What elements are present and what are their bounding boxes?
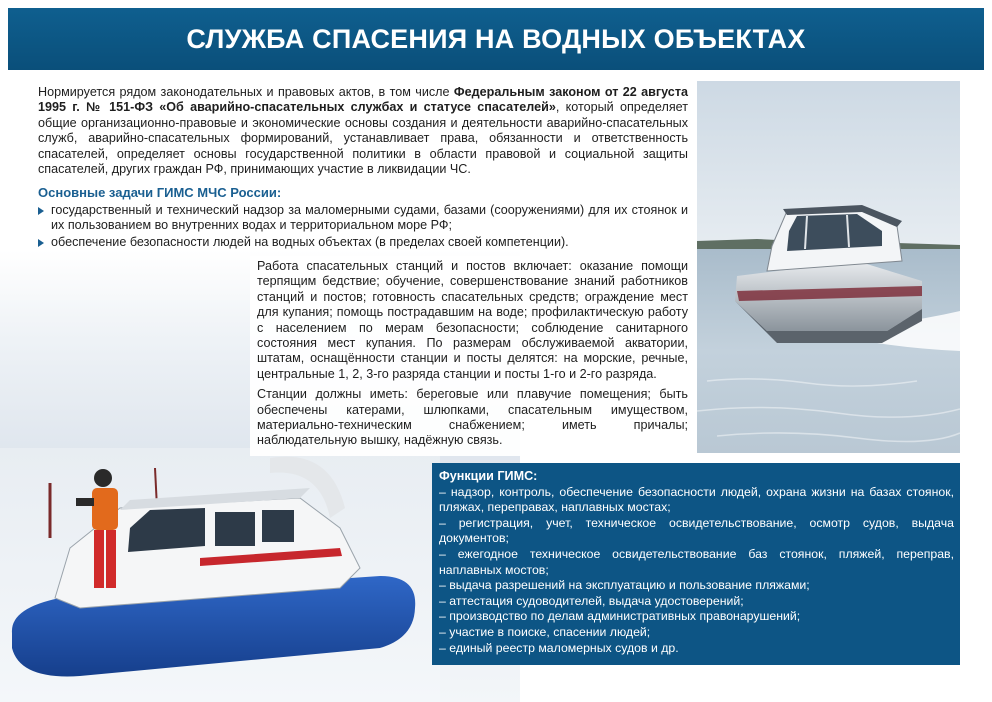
intro-paragraph bbox=[38, 85, 688, 177]
list-item: – регистрация, учет, техническое освидетельствование, осмотр судов, выдача документов; bbox=[439, 515, 954, 546]
intro-law: Федеральным законом от 22 августа 1995 г. № 151-ФЗ «Об аварийно-спасательных службах и статусе спасателей» bbox=[38, 85, 688, 115]
motorboat-image bbox=[697, 81, 960, 453]
triangle-bullet-icon bbox=[38, 207, 44, 215]
motorboat-photo bbox=[697, 81, 960, 453]
stations-requirements-paragraph: Станции должны иметь: береговые или плавучие помещения; быть обеспечены катерами, шлюпками, спасательным имуществом, материально-техническим снабжением; иметь причалы; наблюдательную вышку, надёжную связь. bbox=[257, 387, 688, 448]
list-item: – выдача разрешений на эксплуатацию и пользование пляжами; bbox=[439, 578, 810, 593]
tasks-list bbox=[38, 203, 688, 251]
list-item: – участие в поиске, спасении людей; bbox=[439, 624, 651, 639]
tasks-heading: Основные задачи ГИМС МЧС России: bbox=[38, 185, 282, 200]
hovercraft-image bbox=[0, 448, 440, 702]
list-item: – единый реестр маломерных судов и др. bbox=[439, 640, 679, 655]
stations-work-text bbox=[250, 256, 692, 456]
functions-box bbox=[432, 463, 960, 665]
list-item: – надзор, контроль, обеспечение безопасности людей, охрана жизни на базах стоянок, пляжах, переправах, наплавных мостах; bbox=[439, 484, 954, 515]
stations-work-paragraph: Работа спасательных станций и постов включает: оказание помощи терпящим бедствие; обучение, совершенствование знаний работников станций и постов; готовность спасательных средств; ограждение мест для купания; помощь пострадавшим на воде; профилактическую работу с населением по мерам безопасности; соблюдение санитарного состояния мест купания. По размерам обслуживаемой акватории, штатам, оснащённости станции и посты делятся: на морские, речные, центральные 1, 2, 3-го разряда станции и посты 1-го и 2-го разряда. bbox=[257, 259, 688, 381]
list-item: государственный и технический надзор за маломерными судами, базами (сооружениями) для их стоянок и их пользованием во внутренних водах и территориальном море РФ; bbox=[38, 203, 688, 234]
triangle-bullet-icon bbox=[38, 239, 44, 247]
list-item: – аттестация судоводителей, выдача удостоверений; bbox=[439, 593, 744, 608]
hovercraft-photo bbox=[0, 448, 440, 702]
page-header bbox=[8, 8, 984, 70]
intro-lead: Нормируется рядом законодательных и правовых актов, в том числе bbox=[38, 85, 454, 99]
functions-heading: Функции ГИМС: bbox=[439, 469, 538, 483]
intro-tail: , который определяет общие организационно-правовые и экономические основы создания и деятельности аварийно-спасательных служб, аварийно-спасательных формирований, устанавливает права, обязанности и ответственность спасателей, определяет основы государственной политики в области правовой и социальной защиты спасателей, других граждан РФ, принимающих участие в ликвидации ЧС. bbox=[38, 100, 688, 177]
functions-list bbox=[439, 485, 954, 657]
list-item: обеспечение безопасности людей на водных объектах (в пределах своей компетенции). bbox=[38, 235, 688, 250]
page-title: СЛУЖБА СПАСЕНИЯ НА ВОДНЫХ ОБЪЕКТАХ bbox=[186, 23, 806, 54]
list-item: – ежегодное техническое освидетельствование баз стоянок, пляжей, переправ, наплавных мостов; bbox=[439, 546, 954, 577]
list-item: – производство по делам административных правонарушений; bbox=[439, 609, 801, 624]
